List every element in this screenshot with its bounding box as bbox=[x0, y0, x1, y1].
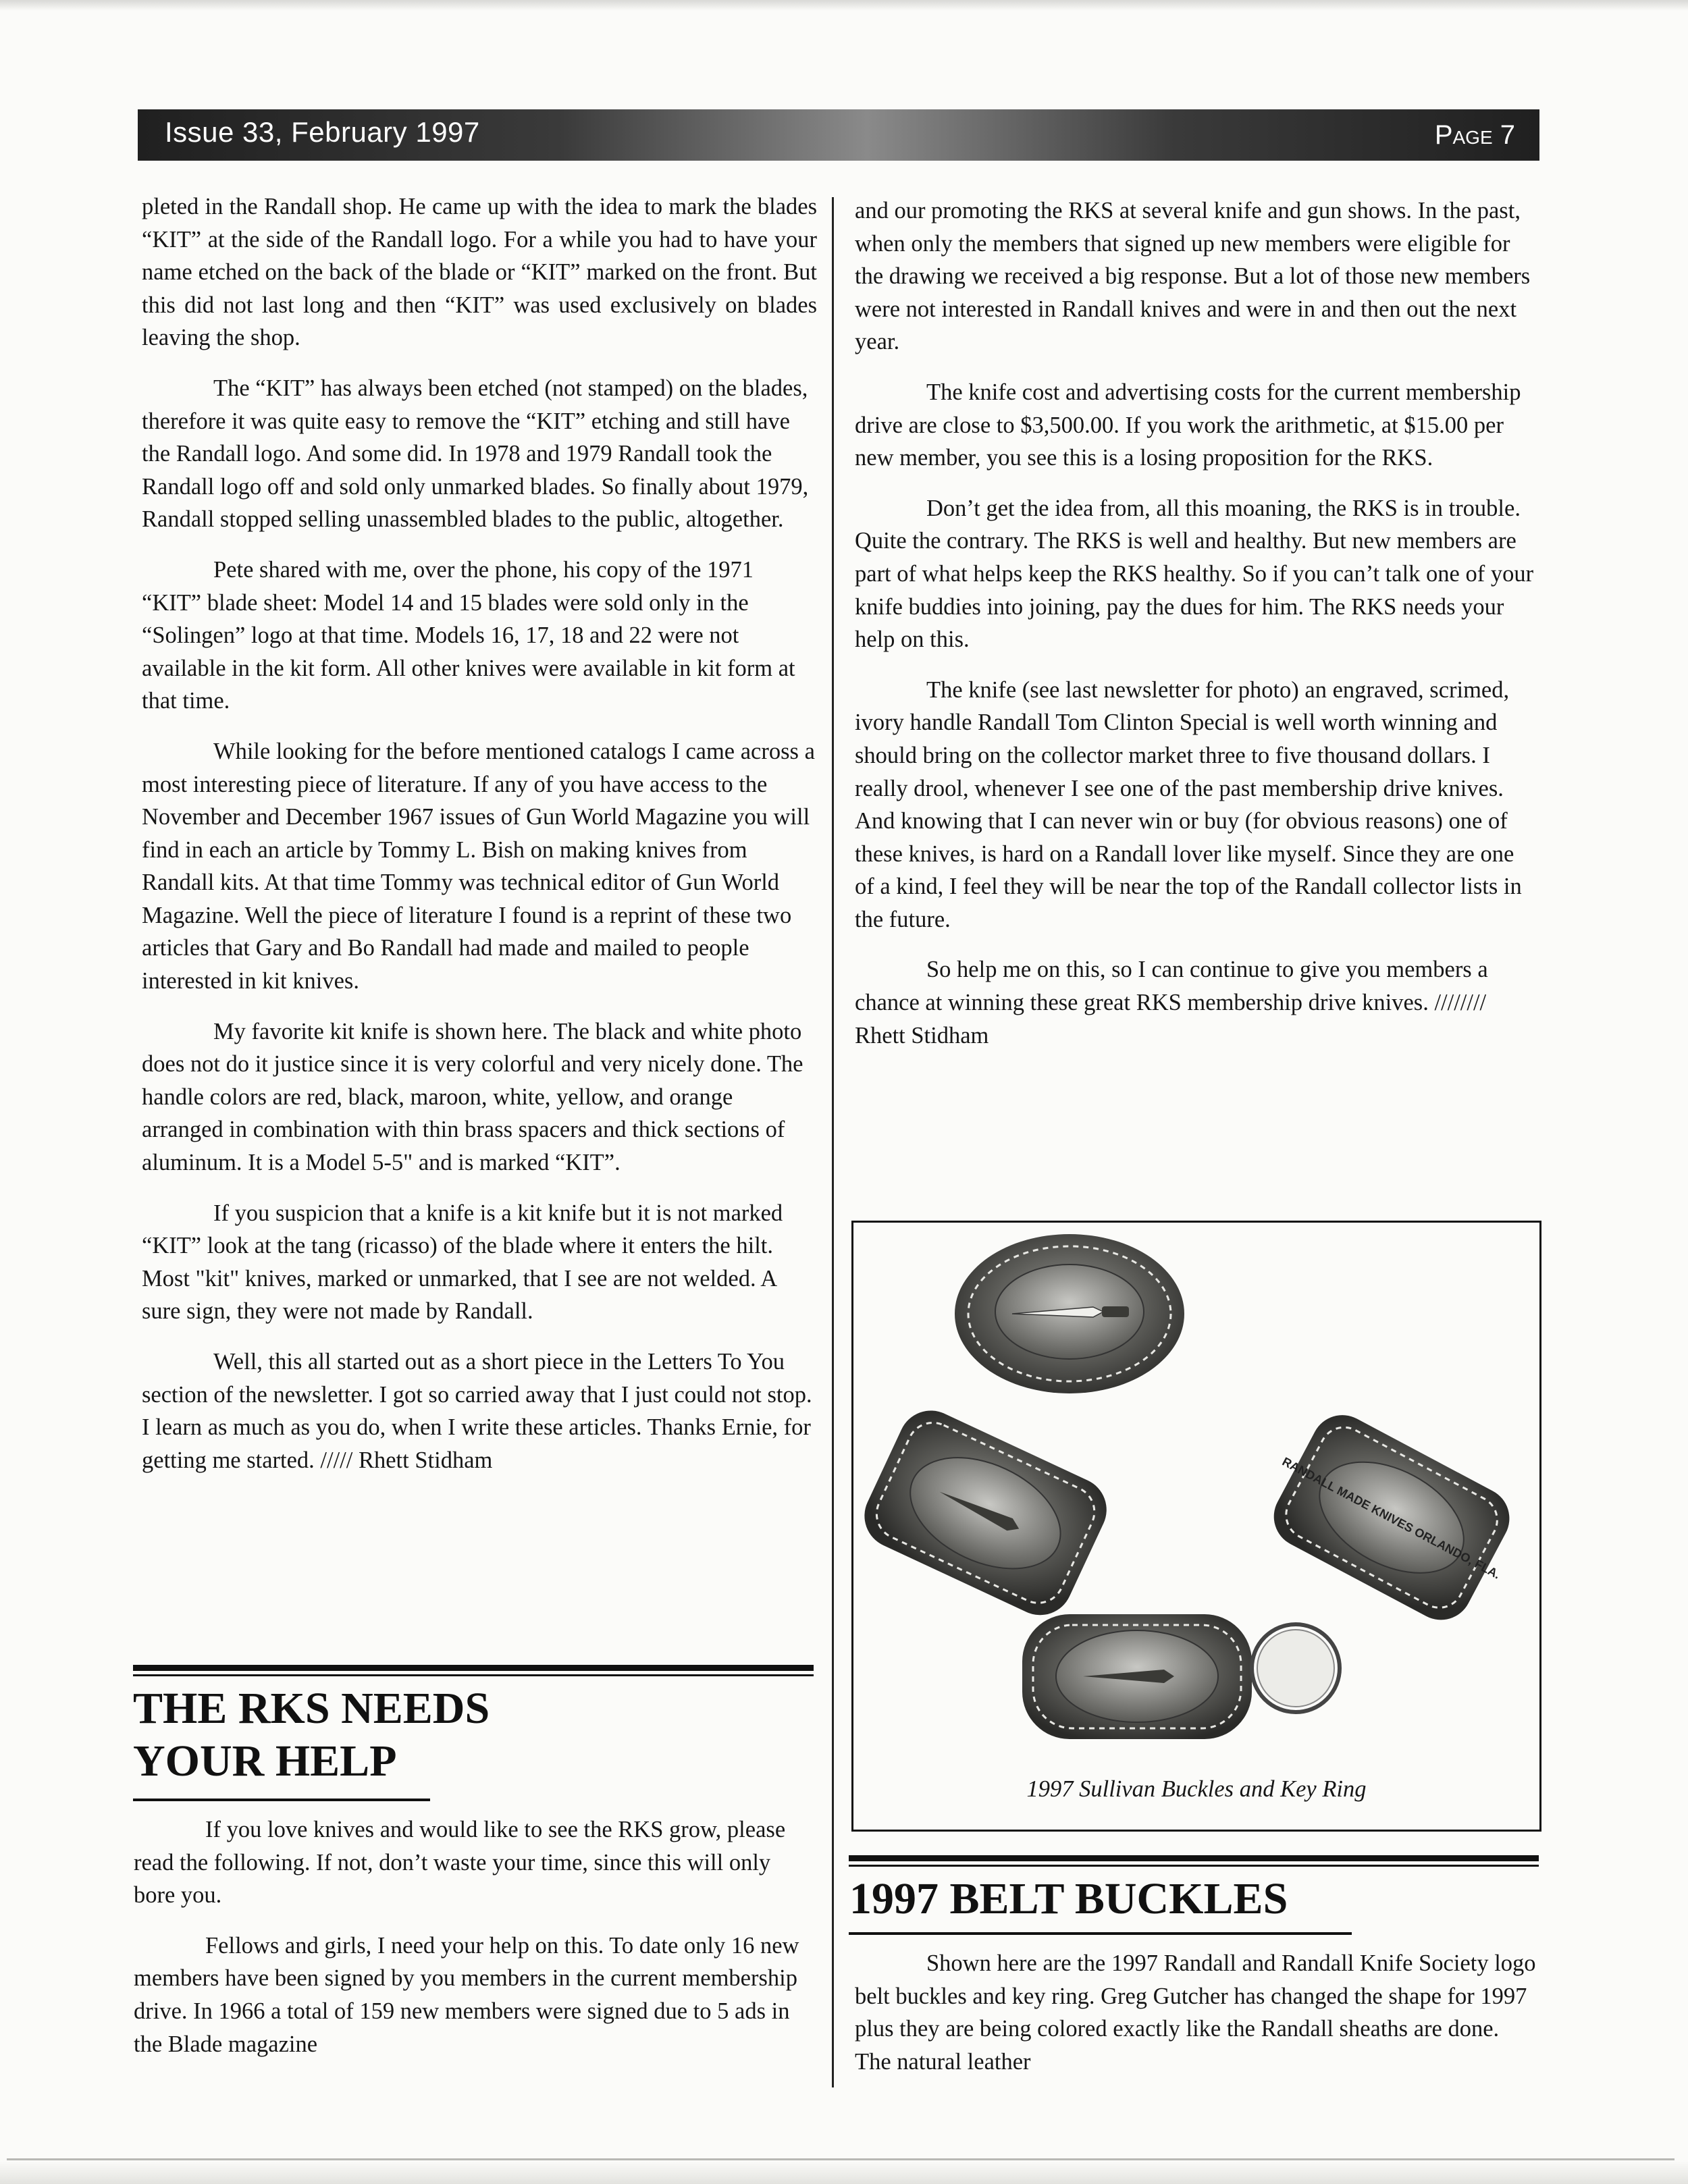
right-column-section bbox=[855, 1947, 1537, 2078]
buckles-photo bbox=[853, 1223, 1539, 1763]
photo-caption: 1997 Sullivan Buckles and Key Ring bbox=[1026, 1776, 1367, 1802]
section-rule bbox=[133, 1665, 814, 1671]
key-ring bbox=[1022, 1614, 1340, 1739]
paragraph: The knife cost and advertising costs for the current membership drive are close to $3,500.00. If you work the arithmetic, at $15.00 per new member, you see this is a losing proposition for the RKS. bbox=[855, 379, 1521, 471]
oval-buckle bbox=[955, 1234, 1184, 1393]
buckle-logo-text: RANDALL MADE KNIVES ORLANDO, FLA. bbox=[1280, 1454, 1503, 1582]
section-title-line: THE RKS NEEDS bbox=[133, 1684, 490, 1733]
photo-frame bbox=[851, 1221, 1541, 1832]
title-underline bbox=[133, 1799, 430, 1801]
right-column bbox=[855, 194, 1537, 1052]
paragraph: Don’t get the idea from, all this moaning, the RKS is in trouble. Quite the contrary. The RKS is well and healthy. But new members are part of what helps keep the RKS healthy. So if you can’t talk one of your knife buddies into joining, pay the dues for him. The RKS needs your help on this. bbox=[855, 495, 1534, 653]
rectangular-buckle-right bbox=[1250, 1397, 1533, 1638]
paragraph: Fellows and girls, I need your help on this. To date only 16 new members have been signed by you members in the current membership drive. In 1966 a total of 159 new members were signed due to 5 ads in the Blade magazine bbox=[134, 1932, 799, 2057]
paragraph: Pete shared with me, over the phone, his copy of the 1971 “KIT” blade sheet: Model 14 and 15 blades were sold only in the “Solingen” logo at that time. Models 16, 17, 18 and 22 were not available in the kit form. All other knives were available in kit form at that time. bbox=[142, 556, 795, 714]
left-column-section bbox=[134, 1813, 816, 2060]
title-underline bbox=[849, 1932, 1352, 1935]
scan-edge-bottom bbox=[0, 2160, 1688, 2184]
section-rule bbox=[849, 1855, 1539, 1861]
paragraph: If you suspicion that a knife is a kit knife but it is not marked “KIT” look at the tang (ricasso) of the blade where it enters the hilt. Most "kit" knives, marked or unmarked, that I see are not welded. A sure sign, they were not made by Randall. bbox=[142, 1200, 783, 1325]
paragraph: If you love knives and would like to see the RKS grow, please read the following. If not, don’t waste your time, since this will only bore you. bbox=[134, 1817, 786, 1909]
paragraph: While looking for the before mentioned catalogs I came across a most interesting piece of literature. If any of you have access to the November and December 1967 issues of Gun World Magazine you will find in each an article by Tommy L. Bish on making knives from Randall kits. At that time Tommy was technical editor of Gun World Magazine. Well the piece of literature I found is a reprint of these two articles that Gary and Bo Randall had made and mailed to people interested in kit knives. bbox=[142, 738, 815, 994]
section-rule-thin bbox=[849, 1865, 1539, 1867]
section-rule-thin bbox=[133, 1674, 814, 1676]
page-number-label bbox=[1435, 120, 1515, 151]
paragraph: The knife (see last newsletter for photo) an engraved, scrimed, ivory handle Randall Tom Clinton Special is well worth winning and should bring on the collector market three to five thousand dollars. I really drool, whenever I see one of the past membership drive knives. And knowing that I can never win or buy (for obvious reasons) one of these knives, is hard on a Randall lover like myself. Since they are one of a kind, I feel they will be near the top of the Randall collector lists in the future. bbox=[855, 676, 1522, 932]
paragraph: The “KIT” has always been etched (not stamped) on the blades, therefore it was quite easy to remove the “KIT” etching and still have the Randall logo. And some did. In 1978 and 1979 Randall took the Randall logo off and sold only unmarked blades. So finally about 1979, Randall stopped selling unassembled blades to the public, altogether. bbox=[142, 375, 809, 533]
section-title-line: YOUR HELP bbox=[133, 1736, 397, 1786]
paragraph: Well, this all started out as a short piece in the Letters To You section of the newsletter. I got so carried away that I just could not stop. I learn as much as you do, when I write these articles. Thanks Ernie, for getting me started. ///// Rhett Stidham bbox=[142, 1349, 812, 1473]
column-divider bbox=[832, 197, 834, 2087]
paragraph: Shown here are the 1997 Randall and Randall Knife Society logo belt buckles and key ring. Greg Gutcher has changed the shape for 1997 plus they are being colored exactly like the Randall sheaths are done. The natural leather bbox=[855, 1950, 1536, 2075]
paragraph: and our promoting the RKS at several knife and gun shows. In the past, when only the members that signed up new members were eligible for the drawing we received a big response. But a lot of those new members were not interested in Randall knives and were in and then out the next year. bbox=[855, 198, 1531, 355]
left-column bbox=[142, 190, 817, 1476]
paragraph: My favorite kit knife is shown here. The black and white photo does not do it justice since it is very colorful and very nicely done. The handle colors are red, black, maroon, white, yellow, and orange arranged in combination with thin brass spacers and thick sections of aluminum. It is a Model 5-5" and is marked “KIT”. bbox=[142, 1018, 803, 1176]
page-word: Page bbox=[1434, 120, 1493, 150]
page-header-bar bbox=[138, 109, 1539, 161]
paragraph: So help me on this, so I can continue to give you members a chance at winning these great RKS membership drive knives. //////// Rhett Stidham bbox=[855, 957, 1488, 1048]
section-title-rks-needs-help bbox=[133, 1682, 490, 1788]
page-number: 7 bbox=[1500, 120, 1515, 150]
issue-label: Issue 33, February 1997 bbox=[165, 116, 480, 148]
paragraph: pleted in the Randall shop. He came up with the idea to mark the blades “KIT” at the side of the Randall logo. For a while you had to have your name etched on the back of the blade or “KIT” marked on the front. But this did not last long and then “KIT” was used exclusively on blades leaving the shop. bbox=[142, 194, 817, 351]
scan-edge-top bbox=[0, 0, 1688, 11]
rectangular-buckle-left bbox=[854, 1400, 1117, 1626]
section-title-belt-buckles: 1997 BELT BUCKLES bbox=[849, 1874, 1288, 1923]
